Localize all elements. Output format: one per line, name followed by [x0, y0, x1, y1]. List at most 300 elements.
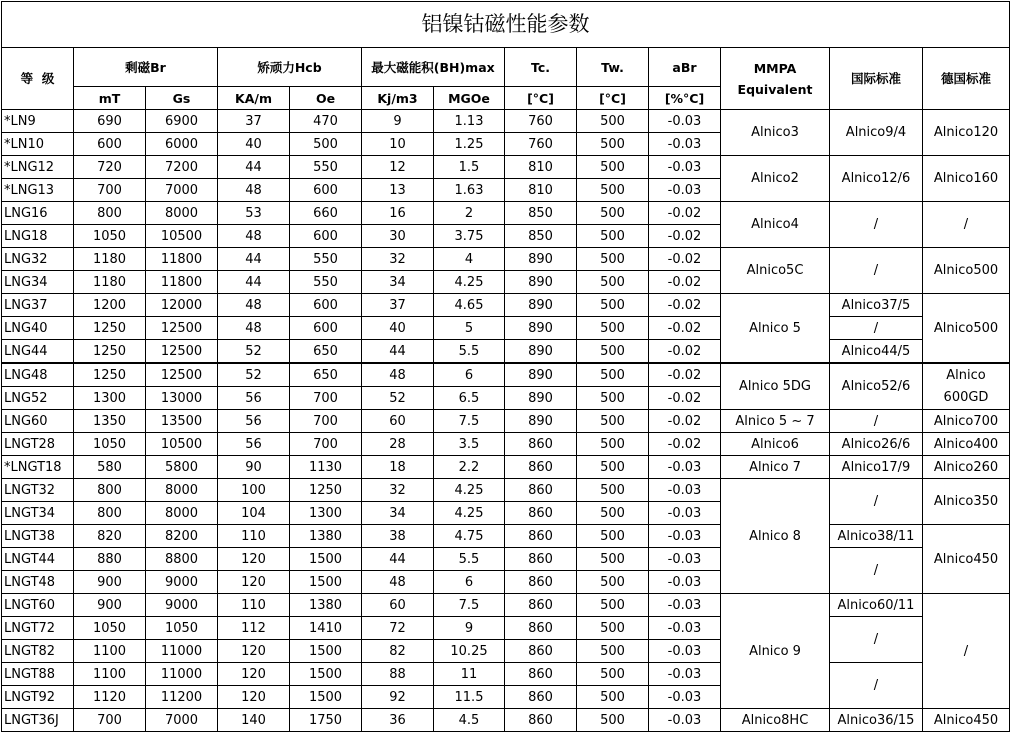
cell-kjm3: 30 [362, 225, 434, 248]
cell-tc: 890 [505, 248, 577, 271]
cell-german-standard: Alnico700 [923, 410, 1010, 433]
cell-tc: 810 [505, 179, 577, 202]
cell-grade: LNGT44 [2, 548, 74, 571]
cell-kjm3: 92 [362, 686, 434, 709]
cell-kjm3: 13 [362, 179, 434, 202]
cell-kam: 56 [218, 387, 290, 410]
cell-mgoe: 9 [434, 617, 505, 640]
cell-abr: -0.02 [649, 387, 721, 410]
header-hcb: 矫顽力Hcb [218, 48, 362, 87]
cell-mmpa-standard: Alnico4 [721, 202, 830, 248]
cell-kjm3: 10 [362, 133, 434, 156]
cell-intl-standard: Alnico12/6 [830, 156, 923, 202]
cell-grade: LNG52 [2, 387, 74, 410]
cell-tw: 500 [577, 709, 649, 732]
cell-oe: 660 [290, 202, 362, 225]
cell-mmpa-standard: Alnico2 [721, 156, 830, 202]
header-mmpa-line2: Equivalent [737, 81, 813, 97]
cell-abr: -0.03 [649, 502, 721, 525]
cell-tc: 760 [505, 110, 577, 133]
cell-oe: 470 [290, 110, 362, 133]
cell-gs: 10500 [146, 433, 218, 456]
cell-intl-standard: Alnico36/15 [830, 709, 923, 732]
cell-mt: 1050 [74, 225, 146, 248]
cell-mgoe: 5 [434, 317, 505, 340]
cell-mt: 1350 [74, 410, 146, 433]
cell-mmpa-standard: Alnico3 [721, 110, 830, 156]
unit-hcb-oe: Oe [290, 87, 362, 110]
cell-tw: 500 [577, 179, 649, 202]
cell-kam: 52 [218, 340, 290, 364]
unit-hcb-kam: KA/m [218, 87, 290, 110]
cell-kam: 48 [218, 225, 290, 248]
cell-german-standard: Alnico 600GD [923, 363, 1010, 410]
cell-intl-standard: / [830, 317, 923, 340]
table-row [2, 202, 1010, 225]
cell-abr: -0.03 [649, 133, 721, 156]
cell-kam: 110 [218, 525, 290, 548]
cell-kam: 52 [218, 363, 290, 387]
cell-kjm3: 9 [362, 110, 434, 133]
cell-kjm3: 32 [362, 248, 434, 271]
cell-grade: LNG16 [2, 202, 74, 225]
cell-tw: 500 [577, 202, 649, 225]
cell-abr: -0.02 [649, 340, 721, 364]
cell-mt: 900 [74, 571, 146, 594]
cell-tw: 500 [577, 548, 649, 571]
cell-tw: 500 [577, 133, 649, 156]
cell-mt: 690 [74, 110, 146, 133]
cell-oe: 550 [290, 248, 362, 271]
cell-mmpa-standard: Alnico 5DG [721, 363, 830, 410]
cell-kjm3: 37 [362, 294, 434, 317]
cell-abr: -0.03 [649, 640, 721, 663]
cell-tw: 500 [577, 248, 649, 271]
cell-mgoe: 4 [434, 248, 505, 271]
cell-tc: 890 [505, 340, 577, 364]
cell-gs: 8000 [146, 479, 218, 502]
cell-gs: 9000 [146, 571, 218, 594]
cell-mt: 1180 [74, 248, 146, 271]
cell-gs: 12500 [146, 317, 218, 340]
cell-tc: 890 [505, 410, 577, 433]
table-row [2, 479, 1010, 502]
cell-kjm3: 40 [362, 317, 434, 340]
table-row [2, 709, 1010, 732]
header-mmpa [721, 48, 830, 110]
cell-mgoe: 3.5 [434, 433, 505, 456]
table-row [2, 363, 1010, 387]
cell-abr: -0.03 [649, 156, 721, 179]
cell-grade: LNGT88 [2, 663, 74, 686]
cell-mt: 1250 [74, 317, 146, 340]
cell-kam: 110 [218, 594, 290, 617]
cell-intl-standard: Alnico37/5 [830, 294, 923, 317]
cell-kam: 48 [218, 179, 290, 202]
table-row [2, 317, 1010, 340]
cell-kjm3: 60 [362, 410, 434, 433]
cell-mt: 580 [74, 456, 146, 479]
cell-mt: 700 [74, 709, 146, 732]
cell-grade: LNGT36J [2, 709, 74, 732]
cell-kam: 48 [218, 317, 290, 340]
cell-tw: 500 [577, 225, 649, 248]
table-row [2, 110, 1010, 133]
unit-br-gs: Gs [146, 87, 218, 110]
cell-kjm3: 34 [362, 271, 434, 294]
cell-mgoe: 3.75 [434, 225, 505, 248]
cell-gs: 11000 [146, 640, 218, 663]
cell-kjm3: 44 [362, 340, 434, 364]
cell-abr: -0.02 [649, 248, 721, 271]
cell-german-standard: Alnico120 [923, 110, 1010, 156]
cell-intl-standard: / [830, 248, 923, 294]
cell-gs: 13500 [146, 410, 218, 433]
cell-oe: 1250 [290, 479, 362, 502]
cell-grade: *LNGT18 [2, 456, 74, 479]
cell-mgoe: 10.25 [434, 640, 505, 663]
cell-mt: 900 [74, 594, 146, 617]
cell-abr: -0.03 [649, 709, 721, 732]
cell-kam: 140 [218, 709, 290, 732]
cell-kam: 120 [218, 640, 290, 663]
cell-tw: 500 [577, 525, 649, 548]
cell-abr: -0.03 [649, 686, 721, 709]
cell-oe: 1500 [290, 663, 362, 686]
cell-mgoe: 11.5 [434, 686, 505, 709]
cell-kjm3: 32 [362, 479, 434, 502]
cell-kam: 56 [218, 410, 290, 433]
cell-kjm3: 28 [362, 433, 434, 456]
cell-kam: 90 [218, 456, 290, 479]
cell-tc: 860 [505, 502, 577, 525]
cell-tw: 500 [577, 571, 649, 594]
table-row [2, 663, 1010, 686]
cell-mgoe: 4.75 [434, 525, 505, 548]
cell-tc: 860 [505, 617, 577, 640]
cell-mt: 880 [74, 548, 146, 571]
cell-mgoe: 4.25 [434, 502, 505, 525]
cell-mgoe: 5.5 [434, 340, 505, 364]
cell-intl-standard: Alnico52/6 [830, 363, 923, 410]
cell-kam: 53 [218, 202, 290, 225]
cell-grade: LNG34 [2, 271, 74, 294]
cell-kam: 120 [218, 686, 290, 709]
cell-oe: 600 [290, 179, 362, 202]
cell-kjm3: 48 [362, 571, 434, 594]
cell-mt: 1250 [74, 363, 146, 387]
cell-tw: 500 [577, 156, 649, 179]
cell-tc: 850 [505, 225, 577, 248]
cell-gs: 13000 [146, 387, 218, 410]
cell-abr: -0.02 [649, 317, 721, 340]
cell-tc: 890 [505, 271, 577, 294]
cell-oe: 1500 [290, 548, 362, 571]
cell-mt: 820 [74, 525, 146, 548]
cell-mmpa-standard: Alnico 8 [721, 479, 830, 594]
cell-kam: 100 [218, 479, 290, 502]
cell-oe: 700 [290, 433, 362, 456]
header-bhmax: 最大磁能积(BH)max [362, 48, 505, 87]
cell-mgoe: 2.2 [434, 456, 505, 479]
cell-kjm3: 60 [362, 594, 434, 617]
cell-kam: 120 [218, 571, 290, 594]
cell-grade: LNGT60 [2, 594, 74, 617]
cell-kjm3: 38 [362, 525, 434, 548]
cell-abr: -0.03 [649, 110, 721, 133]
cell-abr: -0.02 [649, 363, 721, 387]
cell-kjm3: 34 [362, 502, 434, 525]
cell-oe: 1500 [290, 686, 362, 709]
cell-kjm3: 72 [362, 617, 434, 640]
cell-tw: 500 [577, 663, 649, 686]
cell-grade: LNG40 [2, 317, 74, 340]
cell-grade: *LN9 [2, 110, 74, 133]
unit-bh-mgoe: MGOe [434, 87, 505, 110]
table-row [2, 525, 1010, 548]
cell-abr: -0.02 [649, 433, 721, 456]
cell-grade: LNGT92 [2, 686, 74, 709]
cell-german-standard: Alnico350 [923, 479, 1010, 525]
cell-gs: 11000 [146, 663, 218, 686]
cell-abr: -0.03 [649, 179, 721, 202]
cell-german-standard: / [923, 594, 1010, 709]
cell-mt: 800 [74, 502, 146, 525]
cell-gs: 10500 [146, 225, 218, 248]
cell-kjm3: 88 [362, 663, 434, 686]
table-row [2, 548, 1010, 571]
cell-oe: 1410 [290, 617, 362, 640]
cell-mt: 800 [74, 202, 146, 225]
table-row [2, 594, 1010, 617]
cell-abr: -0.02 [649, 271, 721, 294]
cell-tw: 500 [577, 294, 649, 317]
cell-intl-standard: Alnico26/6 [830, 433, 923, 456]
cell-abr: -0.03 [649, 456, 721, 479]
cell-intl-standard: / [830, 548, 923, 594]
cell-abr: -0.03 [649, 548, 721, 571]
cell-tc: 890 [505, 363, 577, 387]
cell-mgoe: 4.65 [434, 294, 505, 317]
table-row [2, 294, 1010, 317]
cell-gs: 12500 [146, 340, 218, 364]
cell-mmpa-standard: Alnico6 [721, 433, 830, 456]
table-body [2, 110, 1010, 732]
cell-oe: 500 [290, 133, 362, 156]
header-tw: Tw. [577, 48, 649, 87]
cell-mgoe: 11 [434, 663, 505, 686]
cell-mgoe: 1.5 [434, 156, 505, 179]
cell-tw: 500 [577, 317, 649, 340]
cell-oe: 1750 [290, 709, 362, 732]
header-intl-standard: 国际标准 [830, 48, 923, 110]
cell-mgoe: 4.25 [434, 479, 505, 502]
cell-oe: 650 [290, 363, 362, 387]
cell-kam: 104 [218, 502, 290, 525]
table-row [2, 617, 1010, 640]
cell-intl-standard: Alnico9/4 [830, 110, 923, 156]
cell-kjm3: 18 [362, 456, 434, 479]
header-abr: aBr [649, 48, 721, 87]
cell-german-standard: Alnico450 [923, 525, 1010, 594]
cell-oe: 550 [290, 271, 362, 294]
cell-mgoe: 4.5 [434, 709, 505, 732]
cell-kam: 120 [218, 548, 290, 571]
cell-mt: 1120 [74, 686, 146, 709]
cell-tw: 500 [577, 502, 649, 525]
cell-tc: 860 [505, 433, 577, 456]
cell-intl-standard: Alnico44/5 [830, 340, 923, 364]
cell-mgoe: 4.25 [434, 271, 505, 294]
cell-mmpa-standard: Alnico 5 [721, 294, 830, 364]
cell-gs: 9000 [146, 594, 218, 617]
table-title: 铝镍钴磁性能参数 [2, 2, 1010, 48]
cell-gs: 8000 [146, 202, 218, 225]
header-br: 剩磁Br [74, 48, 218, 87]
cell-mgoe: 1.25 [434, 133, 505, 156]
cell-mmpa-standard: Alnico 7 [721, 456, 830, 479]
cell-mgoe: 7.5 [434, 410, 505, 433]
cell-abr: -0.03 [649, 571, 721, 594]
cell-kam: 44 [218, 156, 290, 179]
cell-german-standard: Alnico160 [923, 156, 1010, 202]
cell-mt: 800 [74, 479, 146, 502]
cell-tw: 500 [577, 410, 649, 433]
header-tc: Tc. [505, 48, 577, 87]
cell-gs: 6000 [146, 133, 218, 156]
cell-kam: 120 [218, 663, 290, 686]
cell-tw: 500 [577, 363, 649, 387]
cell-mgoe: 6 [434, 571, 505, 594]
cell-gs: 12000 [146, 294, 218, 317]
cell-tw: 500 [577, 617, 649, 640]
cell-gs: 1050 [146, 617, 218, 640]
cell-mgoe: 6 [434, 363, 505, 387]
cell-tw: 500 [577, 271, 649, 294]
cell-grade: LNGT38 [2, 525, 74, 548]
table-row [2, 456, 1010, 479]
cell-abr: -0.03 [649, 479, 721, 502]
cell-tw: 500 [577, 340, 649, 364]
cell-tc: 860 [505, 640, 577, 663]
cell-tw: 500 [577, 640, 649, 663]
cell-kjm3: 52 [362, 387, 434, 410]
cell-kjm3: 12 [362, 156, 434, 179]
cell-kam: 37 [218, 110, 290, 133]
unit-abr: [%°C] [649, 87, 721, 110]
cell-mt: 1050 [74, 617, 146, 640]
cell-mt: 1050 [74, 433, 146, 456]
cell-tc: 860 [505, 548, 577, 571]
cell-mt: 1200 [74, 294, 146, 317]
cell-tc: 860 [505, 456, 577, 479]
cell-gs: 11800 [146, 248, 218, 271]
cell-mmpa-standard: Alnico5C [721, 248, 830, 294]
cell-intl-standard: / [830, 410, 923, 433]
cell-grade: LNG44 [2, 340, 74, 364]
cell-abr: -0.02 [649, 202, 721, 225]
unit-bh-kjm3: Kj/m3 [362, 87, 434, 110]
cell-tc: 850 [505, 202, 577, 225]
unit-tc: [°C] [505, 87, 577, 110]
cell-mt: 1100 [74, 640, 146, 663]
cell-intl-standard: Alnico38/11 [830, 525, 923, 548]
cell-grade: *LNG12 [2, 156, 74, 179]
cell-grade: *LN10 [2, 133, 74, 156]
cell-tc: 860 [505, 525, 577, 548]
cell-kam: 44 [218, 248, 290, 271]
cell-oe: 1380 [290, 525, 362, 548]
cell-kam: 56 [218, 433, 290, 456]
cell-mgoe: 2 [434, 202, 505, 225]
cell-mt: 600 [74, 133, 146, 156]
cell-grade: LNG32 [2, 248, 74, 271]
table-row [2, 248, 1010, 271]
cell-kjm3: 82 [362, 640, 434, 663]
cell-grade: LNG37 [2, 294, 74, 317]
cell-abr: -0.03 [649, 525, 721, 548]
cell-intl-standard: Alnico17/9 [830, 456, 923, 479]
table-row [2, 410, 1010, 433]
cell-grade: LNGT72 [2, 617, 74, 640]
cell-tc: 760 [505, 133, 577, 156]
cell-intl-standard: / [830, 202, 923, 248]
cell-grade: LNG18 [2, 225, 74, 248]
cell-kjm3: 16 [362, 202, 434, 225]
cell-gs: 6900 [146, 110, 218, 133]
cell-german-standard: / [923, 202, 1010, 248]
cell-oe: 600 [290, 317, 362, 340]
cell-tw: 500 [577, 594, 649, 617]
cell-abr: -0.02 [649, 294, 721, 317]
cell-tc: 860 [505, 594, 577, 617]
cell-oe: 700 [290, 410, 362, 433]
table-row [2, 433, 1010, 456]
header-german-standard: 德国标准 [923, 48, 1010, 110]
cell-gs: 8200 [146, 525, 218, 548]
cell-mt: 1100 [74, 663, 146, 686]
cell-kam: 44 [218, 271, 290, 294]
cell-intl-standard: / [830, 617, 923, 663]
cell-kjm3: 48 [362, 363, 434, 387]
cell-tw: 500 [577, 686, 649, 709]
cell-gs: 11200 [146, 686, 218, 709]
cell-tw: 500 [577, 456, 649, 479]
cell-kjm3: 44 [362, 548, 434, 571]
cell-tc: 860 [505, 479, 577, 502]
cell-tc: 860 [505, 571, 577, 594]
cell-german-standard: Alnico450 [923, 709, 1010, 732]
cell-abr: -0.03 [649, 594, 721, 617]
cell-kam: 112 [218, 617, 290, 640]
cell-mt: 1250 [74, 340, 146, 364]
cell-grade: LNGT28 [2, 433, 74, 456]
cell-grade: LNGT82 [2, 640, 74, 663]
cell-intl-standard: Alnico60/11 [830, 594, 923, 617]
cell-oe: 1300 [290, 502, 362, 525]
header-mmpa-line1: MMPA [753, 60, 797, 76]
cell-mmpa-standard: Alnico 5 ~ 7 [721, 410, 830, 433]
table-row [2, 156, 1010, 179]
cell-abr: -0.02 [649, 410, 721, 433]
cell-tc: 890 [505, 294, 577, 317]
cell-kjm3: 36 [362, 709, 434, 732]
cell-intl-standard: / [830, 479, 923, 525]
cell-oe: 600 [290, 294, 362, 317]
cell-mmpa-standard: Alnico8HC [721, 709, 830, 732]
cell-tc: 860 [505, 663, 577, 686]
cell-tc: 860 [505, 709, 577, 732]
